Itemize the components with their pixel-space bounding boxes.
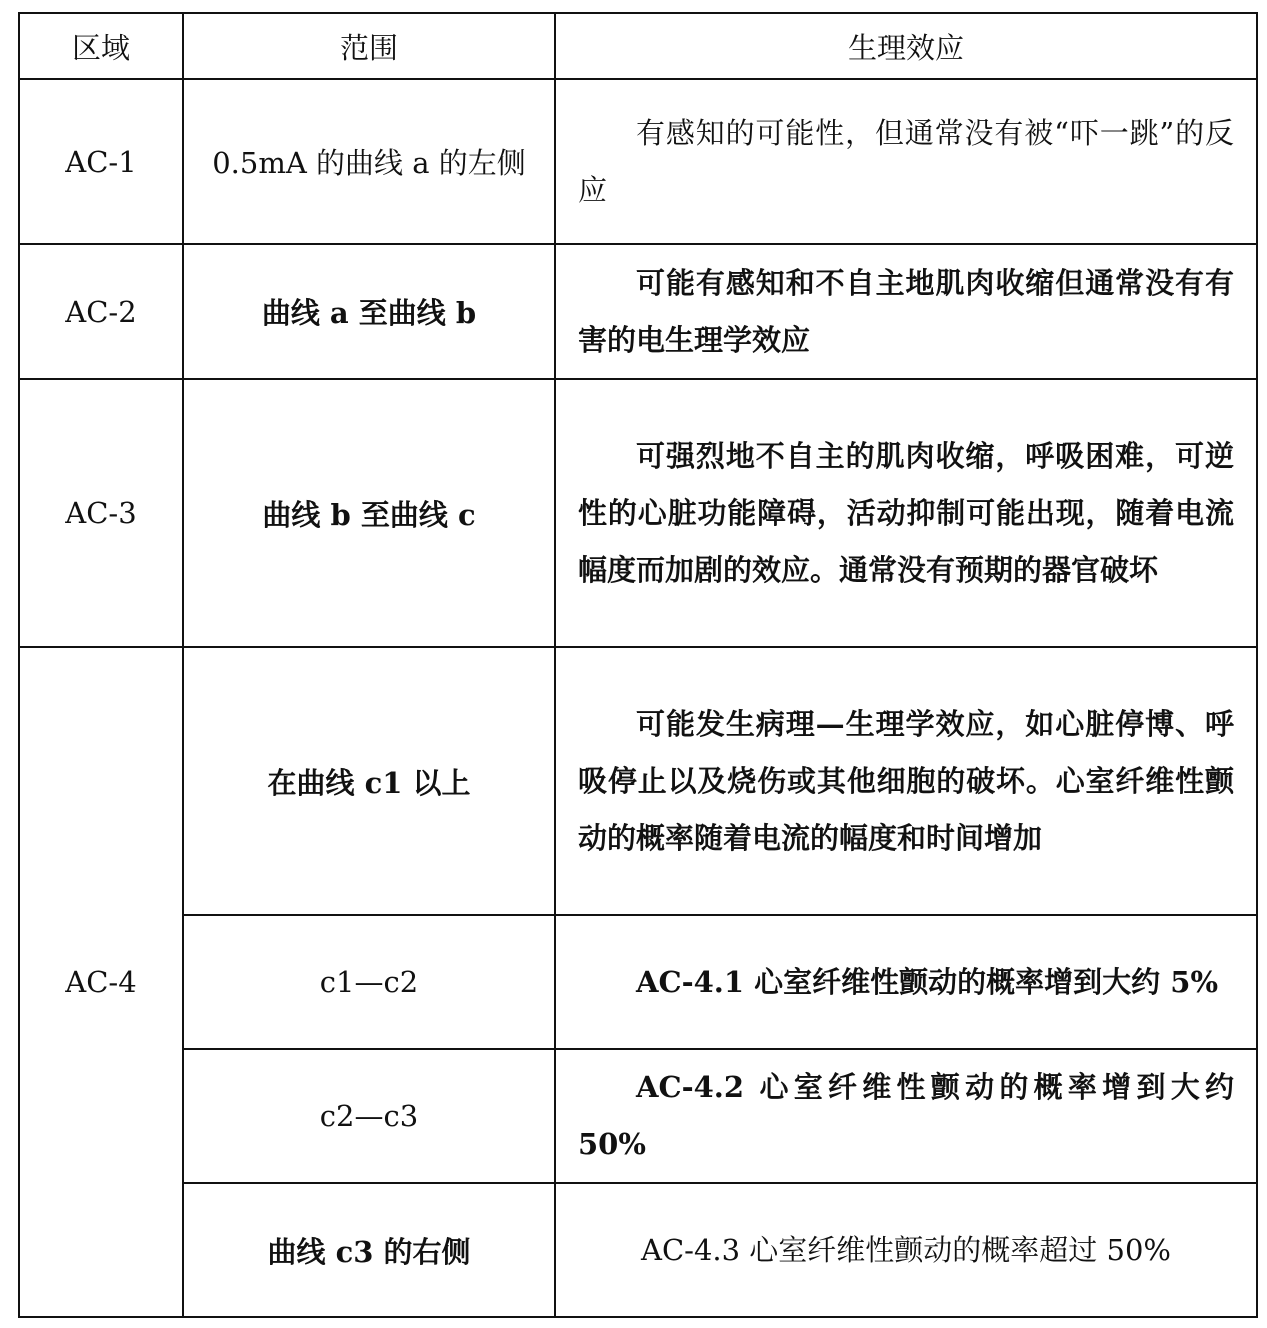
range-cell: 在曲线 c1 以上 <box>183 647 555 915</box>
range-cell: 曲线 c3 的右侧 <box>183 1183 555 1317</box>
table-row <box>19 379 1257 647</box>
header-zone: 区域 <box>19 13 183 79</box>
range-cell: 曲线 a 至曲线 b <box>183 244 555 379</box>
zone-cell: AC-1 <box>19 79 183 244</box>
table-row <box>19 1049 1257 1183</box>
effect-text: AC-4.1 心室纤维性颤动的概率增到大约 5% <box>636 964 1218 999</box>
effect-cell <box>555 647 1257 915</box>
zone-cell: AC-2 <box>19 244 183 379</box>
table-row <box>19 1183 1257 1317</box>
table-row <box>19 244 1257 379</box>
range-cell: 曲线 b 至曲线 c <box>183 379 555 647</box>
effect-cell <box>555 915 1257 1049</box>
effect-cell <box>555 1049 1257 1183</box>
zone-cell: AC-4 <box>19 647 183 1317</box>
header-effect: 生理效应 <box>555 13 1257 79</box>
effect-cell <box>555 1183 1257 1317</box>
effect-text: AC-4.3 心室纤维性颤动的概率超过 50% <box>641 1232 1171 1267</box>
table-row <box>19 915 1257 1049</box>
physiological-effects-table <box>18 12 1258 1318</box>
range-cell: c1—c2 <box>183 915 555 1049</box>
range-cell: 0.5mA 的曲线 a 的左侧 <box>183 79 555 244</box>
header-range: 范围 <box>183 13 555 79</box>
effect-cell <box>555 244 1257 379</box>
range-cell: c2—c3 <box>183 1049 555 1183</box>
effect-text: 可能有感知和不自主地肌肉收缩但通常没有有害的电生理学效应 <box>578 265 1234 357</box>
effect-cell <box>555 79 1257 244</box>
effect-cell <box>555 379 1257 647</box>
effect-text: AC-4.2 心室纤维性颤动的概率增到大约 50% <box>578 1070 1234 1161</box>
table-row <box>19 79 1257 244</box>
effect-text: 可强烈地不自主的肌肉收缩，呼吸困难，可逆性的心脏功能障碍，活动抑制可能出现，随着电流幅度而加剧的效应。通常没有预期的器官破坏 <box>578 438 1234 587</box>
zone-cell: AC-3 <box>19 379 183 647</box>
table-row <box>19 647 1257 915</box>
effect-text: 可能发生病理—生理学效应，如心脏停博、呼吸停止以及烧伤或其他细胞的破坏。心室纤维性颤动的概率随着电流的幅度和时间增加 <box>578 706 1234 855</box>
header-row <box>19 13 1257 79</box>
effect-text: 有感知的可能性，但通常没有被“吓一跳”的反应 <box>578 115 1234 207</box>
